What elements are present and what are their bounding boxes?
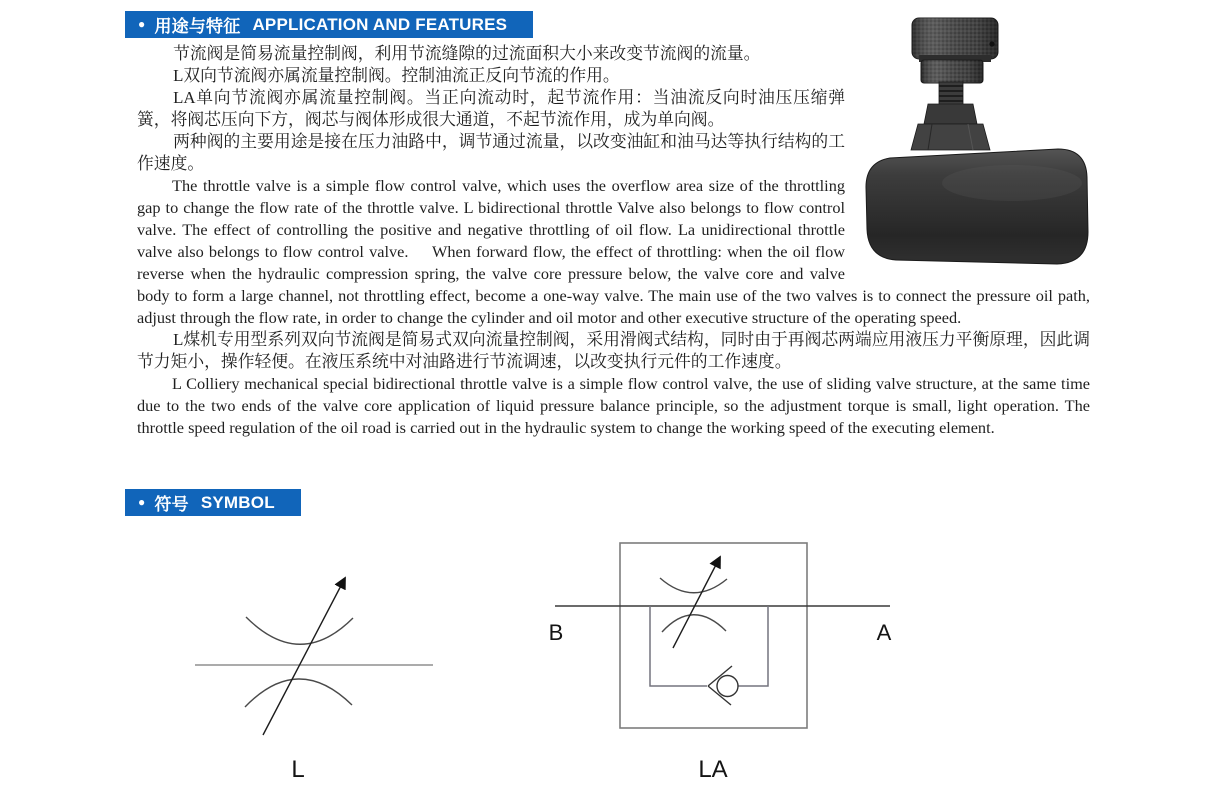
valve-hex — [911, 124, 990, 150]
symbol-l-throttle-valve — [195, 578, 433, 783]
adjustability-arrow — [673, 557, 720, 648]
valve-collar — [921, 60, 983, 83]
section-title-en: APPLICATION AND FEATURES — [252, 14, 508, 34]
throttle-arc-upper — [660, 578, 727, 593]
symbol-diagrams — [140, 540, 910, 788]
check-valve-icon — [708, 666, 738, 705]
adjustability-arrow — [263, 578, 345, 735]
port-b-label: B — [548, 620, 564, 645]
section-title-en: SYMBOL — [200, 492, 275, 512]
bypass-line-right — [738, 606, 768, 686]
bullet-icon: ● — [138, 494, 146, 509]
bullet-icon: ● — [138, 16, 146, 31]
valve-body — [866, 149, 1088, 264]
paragraph: L Colliery mechanical special bidirectional throttle valve is a simple flow control valve, the use of sliding valve structure, at the same time due to the two ends of the valve core application of liquid pressure balance principle, so the adjustment torque is small, light operation. The throttle speed regulation of the oil road is carried out in the hydraulic system to change the working speed of the executing element. — [137, 374, 1090, 437]
symbol-la-throttle-check-valve — [549, 543, 892, 783]
symbol-la-label: LA — [698, 756, 728, 783]
paragraph: The throttle valve is a simple flow control valve, which uses the overflow area size of the throttling gap to change the flow rate of the throttle valve. L bidirectional throttle Valve also belongs to flow control valve. The effect of controlling the positive and negative throttling of oil flow. La unidirectional throttle valve also belongs to flow control valve. When forward flow, the effect of throttling: when the oil flow reverse when the hydraulic compression spring, the valve core pressure below, the valve core and valve body to form a large channel, not throttling effect, become a one-way valve. The main use of the two valves is to connect the pressure oil path, adjust through the flow rate, in order to change the cylinder and oil motor and other executive structure of the operating speed. — [137, 176, 1090, 327]
symbol-l-label: L — [291, 756, 305, 783]
valve-stem — [939, 82, 963, 105]
port-a-label: A — [876, 620, 892, 645]
section-header-application — [125, 11, 533, 38]
section-title-zh: 符号 — [154, 495, 189, 514]
paragraph: L煤机专用型系列双向节流阀是简易式双向流量控制阀，采用滑阀式结构，同时由于再阀芯两端应用液压力平衡原理，因此调节力矩小，操作轻便。在液压系统中对油路进行节流调速，以改变执行元件的工作速度。 — [137, 330, 1090, 371]
paragraph: LA单向节流阀亦属流量控制阀。当正向流动时，起节流作用：当油流反向时油压压缩弹簧，将阀芯压向下方，阀芯与阀体形成很大通道，不起节流作用，成为单向阀。 — [137, 88, 845, 129]
throttle-valve-photo — [862, 8, 1092, 280]
paragraph: L双向节流阀亦属流量控制阀。控制油流正反向节流的作用。 — [173, 66, 620, 85]
throttle-arc-lower — [245, 679, 352, 707]
paragraph: 节流阀是简易流量控制阀，利用节流缝隙的过流面积大小来改变节流阀的流量。 — [173, 44, 761, 63]
section-header-symbol — [125, 489, 301, 516]
paragraph: 两种阀的主要用途是接在压力油路中，调节通过流量，以改变油缸和油马达等执行结构的工作速度。 — [137, 132, 845, 173]
throttle-arc-lower — [662, 615, 726, 632]
valve-neck — [924, 104, 977, 124]
throttle-arc-upper — [246, 617, 353, 644]
section-title-zh: 用途与特征 — [154, 17, 241, 36]
valve-knob — [912, 18, 998, 62]
